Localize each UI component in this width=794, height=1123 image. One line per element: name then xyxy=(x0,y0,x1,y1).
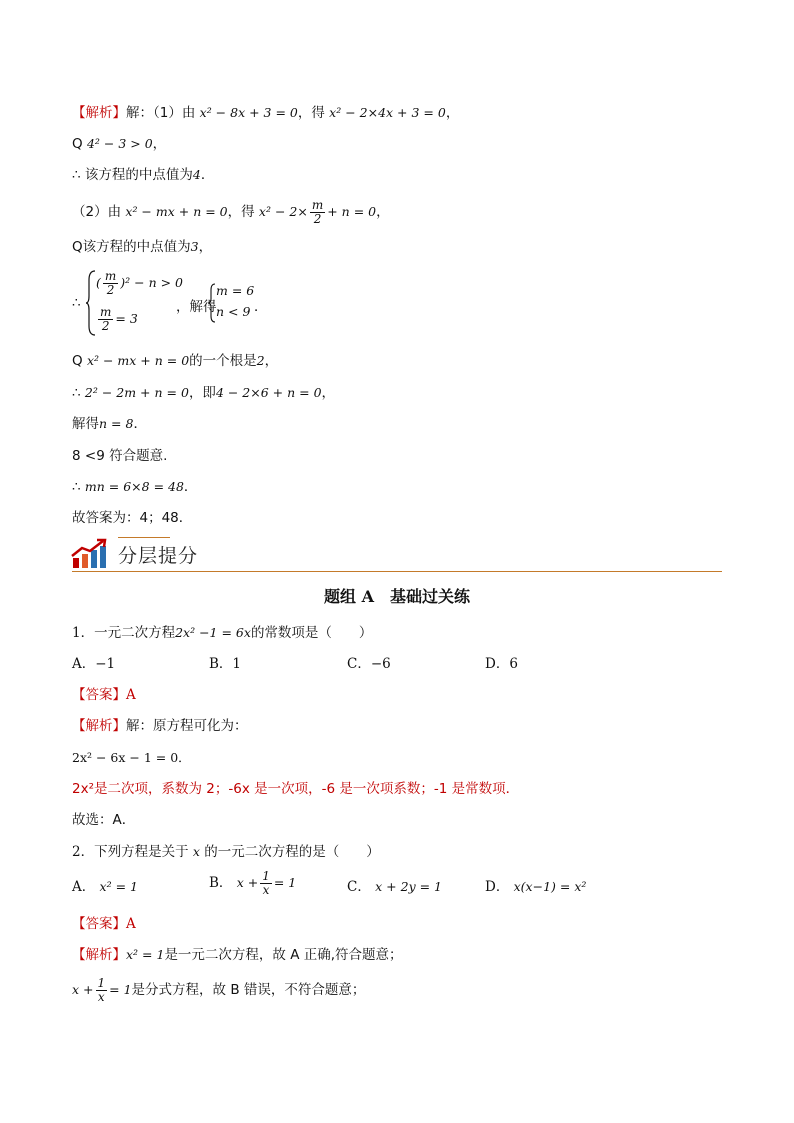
equation: 4 − 2×6 + n = 0 xyxy=(215,385,322,400)
q1-analysis-4: 故选：A． xyxy=(72,812,136,828)
analysis-line-10: 8 <9 符合题意. xyxy=(72,448,168,464)
analysis-text: 解得 xyxy=(72,416,99,432)
therefore-symbol: ∴ xyxy=(72,479,81,495)
analysis-text: ，得 xyxy=(227,204,255,220)
equation: 2x² −1 = 6x xyxy=(175,625,251,640)
q1-analysis-2: 2x² − 6x − 1 = 0． xyxy=(72,750,191,765)
analysis-line-3 xyxy=(72,165,214,185)
q2-option-b[interactable]: B． x + $\frac{1}{x}$ = 1 xyxy=(209,869,297,897)
analysis-line-1 xyxy=(72,103,459,123)
analysis-text: 的一个根是 xyxy=(189,353,257,369)
solution-n: n < 9 xyxy=(216,304,251,319)
fraction: $\frac{m}{2}$ xyxy=(311,198,324,226)
analysis-line-8 xyxy=(72,383,335,403)
value: 4 xyxy=(192,167,201,182)
punct: ． xyxy=(133,416,147,432)
left-brace xyxy=(86,270,96,336)
equation: 4² − 3 > 0 xyxy=(86,136,153,151)
because-symbol: Q xyxy=(72,353,83,369)
equation: 2² − 2m + n = 0 xyxy=(84,385,189,400)
q2-analysis-1: 【解析】x² = 1是一元二次方程，故 A 正确,符合题意； xyxy=(72,947,403,963)
analysis-text: 该方程的中点值为 xyxy=(84,167,193,183)
question-2 xyxy=(72,842,380,862)
q1-option-a[interactable]: A．−1 xyxy=(72,656,116,672)
equation: n = 8 xyxy=(99,416,134,431)
therefore-symbol: ∴ xyxy=(72,295,81,311)
value: 2 xyxy=(256,353,265,368)
bar-chart-arrow-icon xyxy=(70,538,110,570)
q1-option-c[interactable]: C．−6 xyxy=(347,656,391,672)
q2-analysis-2: x + $\frac{1}{x}$ = 1是分式方程，故 B 错误，不符合题意； xyxy=(72,976,366,1004)
equation: x² − mx + n = 0 xyxy=(125,204,228,219)
analysis-line-7 xyxy=(72,351,278,371)
q2-option-c[interactable]: C． x + 2y = 1 xyxy=(347,879,442,895)
analysis-line-2 xyxy=(72,134,166,154)
q1-analysis-1: 【解析】解：原方程可化为： xyxy=(72,718,248,734)
question-text: 下列方程是关于 xyxy=(94,844,189,860)
q1-answer: 【答案】A xyxy=(72,687,136,703)
punct: ， xyxy=(264,353,279,369)
punct: ． xyxy=(200,167,215,183)
analysis-line-12: 故答案为：4；48． xyxy=(72,510,193,526)
variable: x xyxy=(192,844,200,859)
question-1 xyxy=(72,623,372,643)
therefore-symbol: ∴ xyxy=(72,167,81,183)
q2-option-d[interactable]: D． x(x−1) = x² xyxy=(485,879,587,895)
section-divider xyxy=(72,571,722,572)
system-block xyxy=(72,268,372,340)
question-text: 的常数项是（ ） xyxy=(250,625,373,641)
equation: x² − 2×4x + 3 = 0 xyxy=(329,105,446,120)
question-number: 2． xyxy=(72,844,95,860)
equation: x² − 2× xyxy=(258,204,308,219)
q1-option-d[interactable]: D．6 xyxy=(485,656,518,672)
question-number: 1． xyxy=(72,625,95,641)
analysis-tag: 【解析】 xyxy=(72,105,126,121)
punct: ， xyxy=(198,239,213,255)
q2-option-a[interactable]: A． x² = 1 xyxy=(72,879,138,895)
analysis-line-5 xyxy=(72,237,212,257)
punct: ． xyxy=(254,299,268,315)
punct: ， xyxy=(321,385,336,401)
system-row-1: ( $\frac{m}{2}$ )² − n > 0 xyxy=(96,269,184,297)
because-symbol: Q xyxy=(72,239,83,255)
system-row-2: $\frac{m}{2}$ = 3 xyxy=(100,305,138,333)
value: 3 xyxy=(190,239,199,254)
left-brace-solution xyxy=(208,283,216,323)
q1-analysis-3: 2x²是二次项，系数为 2；-6x 是一次项，-6 是一次项系数；-1 是常数项． xyxy=(72,781,520,797)
therefore-symbol: ∴ xyxy=(72,385,81,401)
analysis-text: 解：（1）由 xyxy=(126,105,196,121)
section-accent-line xyxy=(118,537,170,538)
question-text: 一元二次方程 xyxy=(94,625,176,641)
equation: x² − mx + n = 0 xyxy=(86,353,190,368)
analysis-line-4 xyxy=(72,199,390,226)
punct: ． xyxy=(183,479,198,495)
punct: ， xyxy=(152,136,167,152)
analysis-text: 该方程的中点值为 xyxy=(82,239,191,255)
punct: ， xyxy=(376,204,390,220)
question-text: 的一元二次方程的是（ ） xyxy=(204,844,380,860)
q2-answer: 【答案】A xyxy=(72,916,136,932)
analysis-line-11 xyxy=(72,477,197,497)
analysis-text: （2）由 xyxy=(72,204,122,220)
section-title: 分层提分 xyxy=(118,545,199,567)
equation: + n = 0 xyxy=(327,204,377,219)
analysis-line-9 xyxy=(72,414,147,434)
q1-option-b[interactable]: B．1 xyxy=(209,656,242,672)
because-symbol: Q xyxy=(72,136,83,152)
analysis-text: ，得 xyxy=(297,105,325,121)
analysis-text: ，解得 xyxy=(176,299,217,315)
equation: mn = 6×8 = 48 xyxy=(84,479,184,494)
analysis-text: ，即 xyxy=(188,385,216,401)
punct: ， xyxy=(445,105,460,121)
equation: x² − 8x + 3 = 0 xyxy=(199,105,298,120)
solution-m: m = 6 xyxy=(216,283,255,298)
group-title: 题组 A 基础过关练 xyxy=(324,587,470,606)
